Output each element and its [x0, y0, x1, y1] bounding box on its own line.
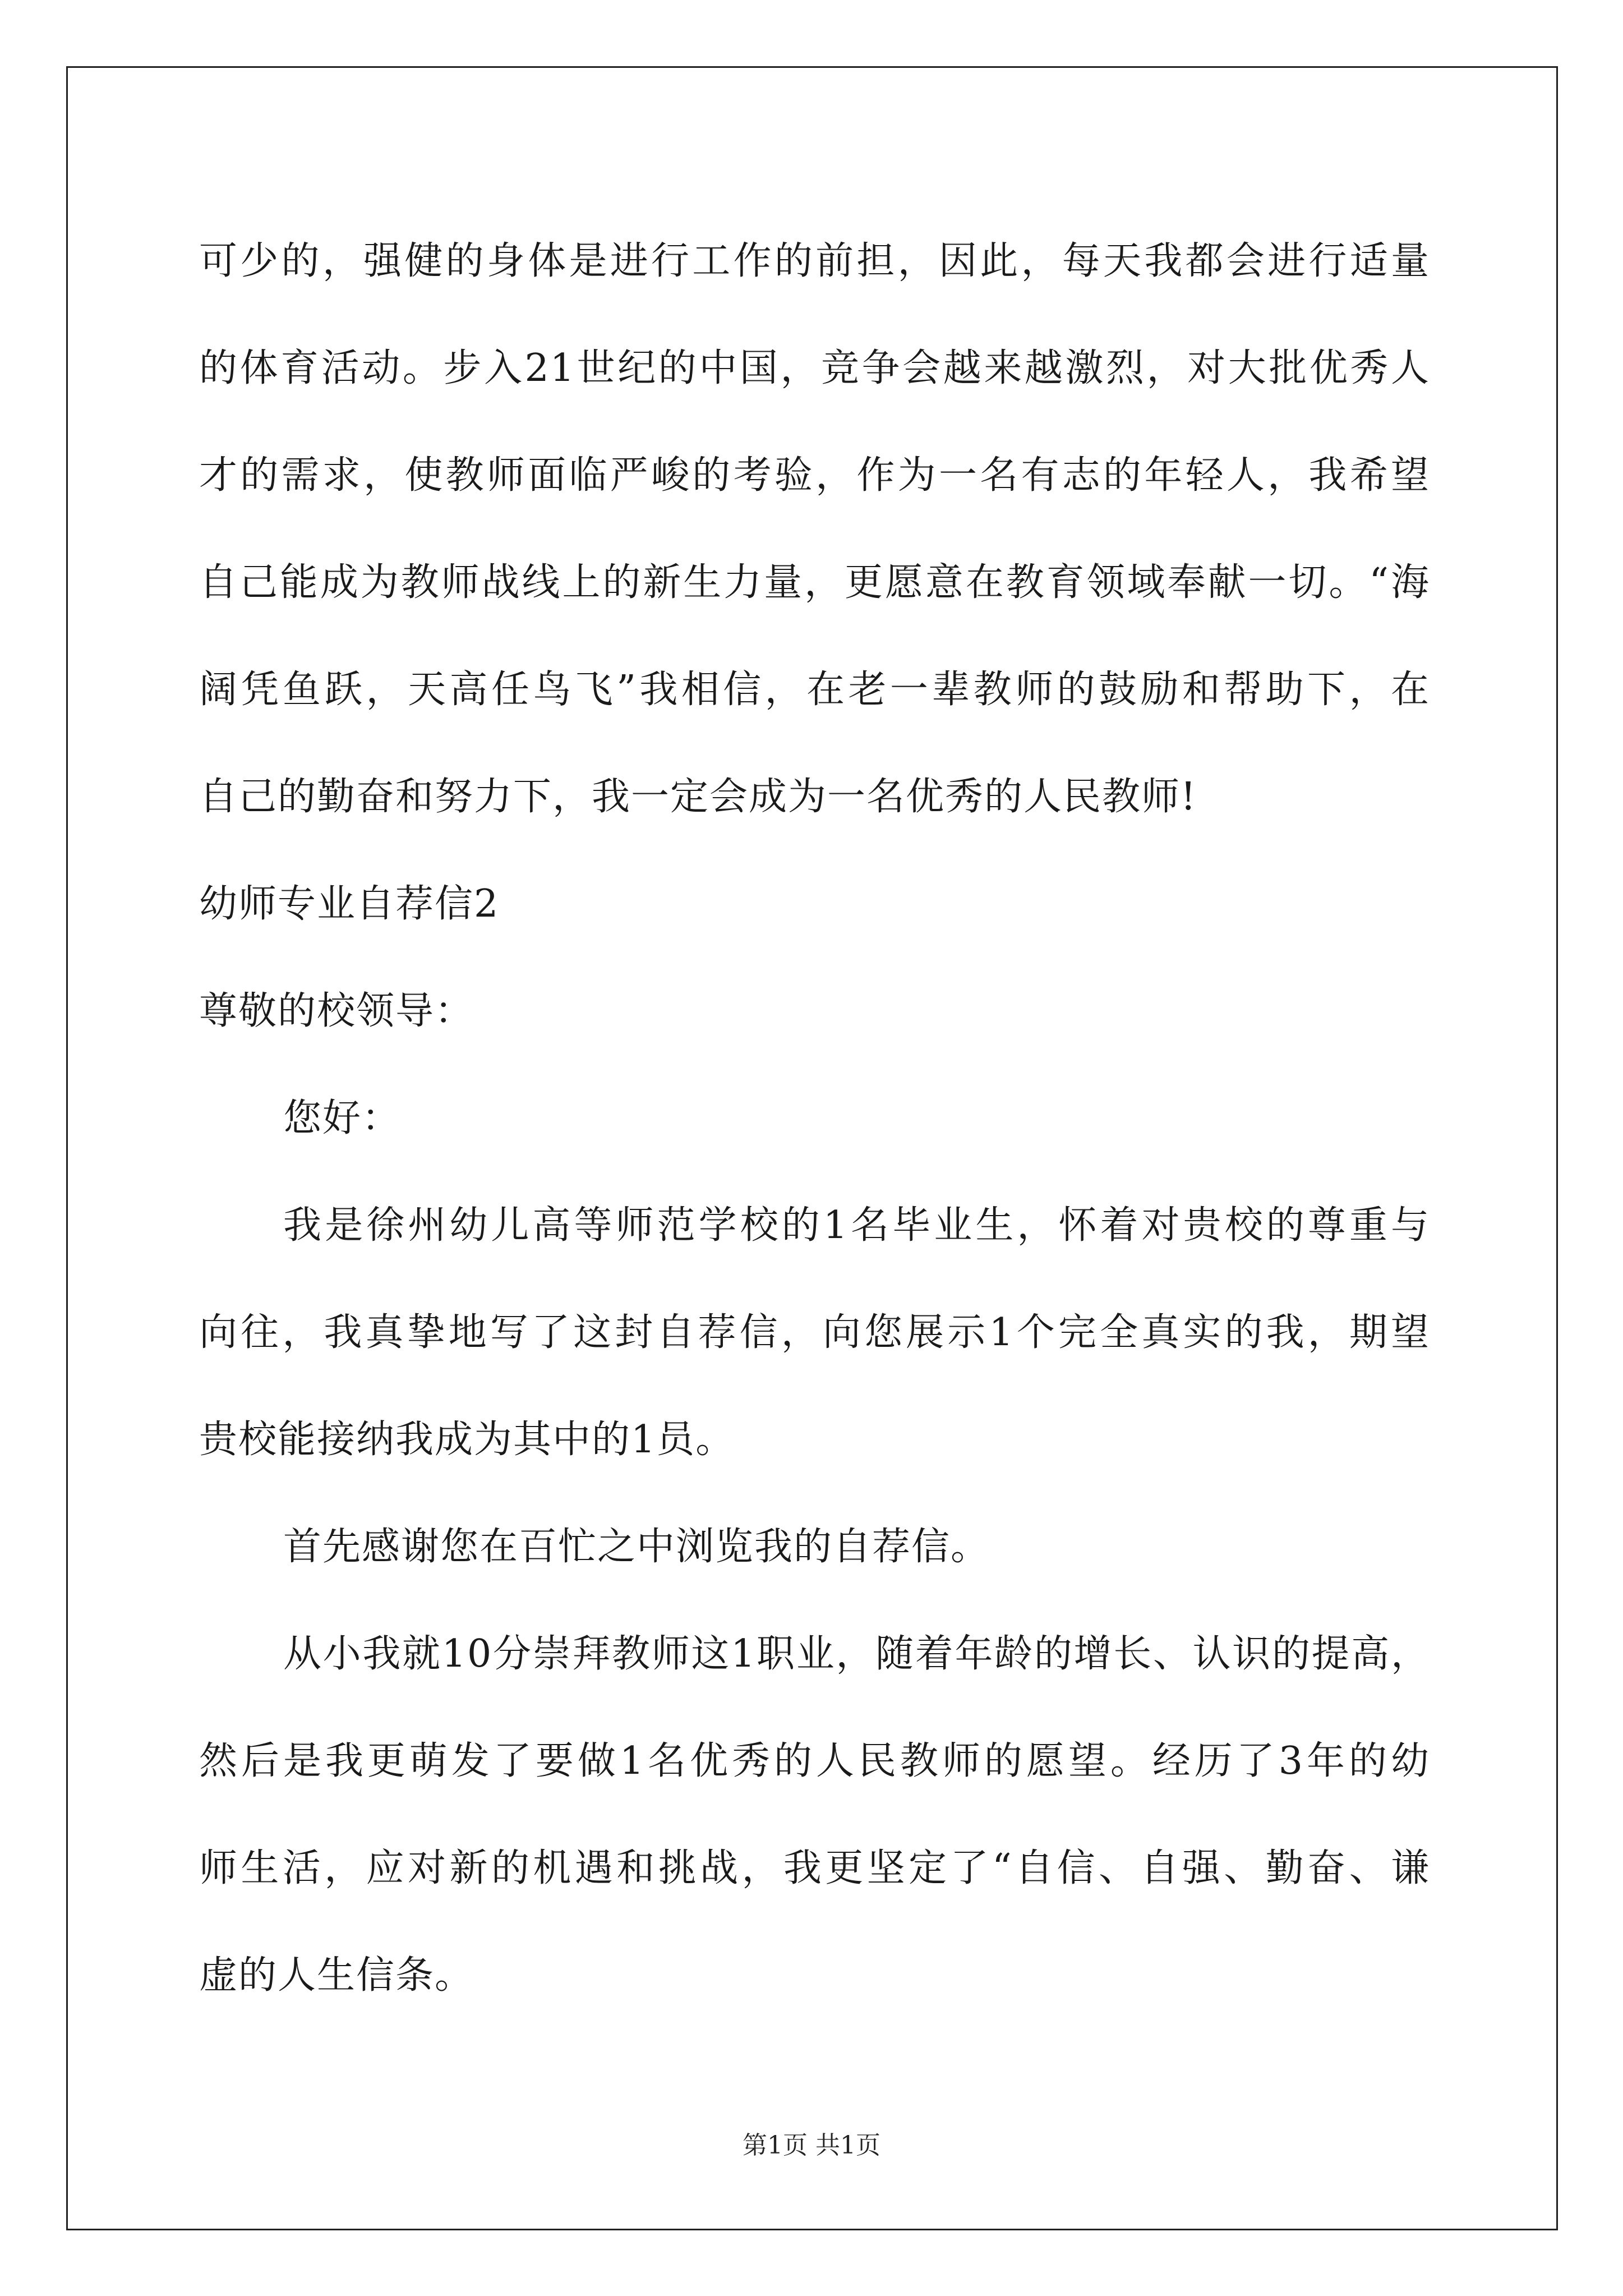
paragraph-line: 然后是我更萌发了要做1名优秀的人民教师的愿望。经历了3年的幼 — [199, 1739, 1430, 1783]
paragraph-line: 我是徐州幼儿高等师范学校的1名毕业生，怀着对贵校的尊重与 — [283, 1203, 1430, 1248]
paragraph-line: 的体育活动。步入21世纪的中国，竞争会越来越激烈，对大批优秀人 — [199, 346, 1430, 390]
greeting: 您好： — [283, 1096, 402, 1140]
paragraph-line: 从小我就10分崇拜教师这1职业，随着年龄的增长、认识的提高， — [283, 1632, 1430, 1676]
paragraph-line: 才的需求，使教师面临严峻的考验，作为一名有志的年轻人，我希望 — [199, 453, 1430, 498]
paragraph-line: 贵校能接纳我成为其中的1员。 — [199, 1418, 735, 1462]
paragraph-line: 向往，我真挚地写了这封自荐信，向您展示1个完全真实的我，期望 — [199, 1310, 1430, 1355]
paragraph-line: 可少的，强健的身体是进行工作的前担，因此，每天我都会进行适量 — [199, 239, 1430, 283]
document-body — [199, 208, 1430, 2029]
section-heading: 幼师专业自荐信2 — [199, 882, 500, 926]
paragraph-line: 师生活，应对新的机遇和挑战，我更坚定了“自信、自强、勤奋、谦 — [199, 1846, 1430, 1890]
paragraph-line: 阔凭鱼跃，天高任鸟飞”我相信，在老一辈教师的鼓励和帮助下，在 — [199, 668, 1430, 712]
paragraph-line: 虚的人生信条。 — [199, 1953, 474, 1998]
salutation: 尊敬的校领导： — [199, 989, 474, 1033]
paragraph-line: 自己能成为教师战线上的新生力量，更愿意在教育领域奉献一切。“海 — [199, 560, 1430, 605]
paragraph-line: 首先感谢您在百忙之中浏览我的自荐信。 — [283, 1525, 990, 1569]
paragraph-line: 自己的勤奋和努力下，我一定会成为一名优秀的人民教师! — [199, 775, 1197, 819]
page-number-footer: 第1页 共1页 — [743, 2131, 880, 2160]
